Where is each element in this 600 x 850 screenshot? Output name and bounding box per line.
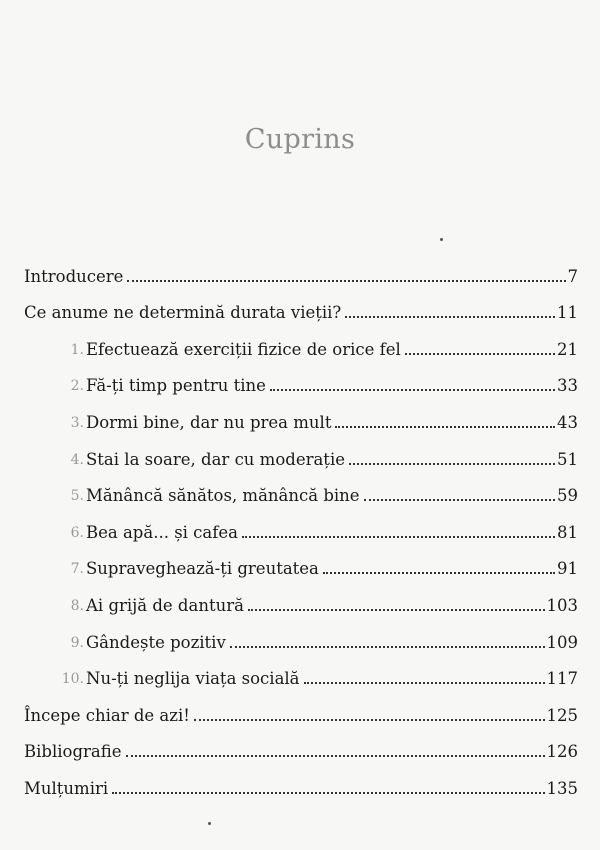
table-of-contents — [24, 250, 578, 799]
toc-entry — [24, 470, 578, 507]
toc-entry-number: 9. — [70, 634, 84, 651]
toc-entry — [24, 250, 578, 287]
toc-entry-label: Bibliografie — [24, 742, 122, 762]
toc-entry-label: Introducere — [24, 266, 124, 286]
toc-leader-dots — [126, 755, 545, 757]
toc-leader-dots — [323, 572, 555, 574]
toc-entry — [24, 287, 578, 324]
toc-leader-dots — [194, 719, 545, 721]
toc-entry — [24, 360, 578, 397]
toc-entry — [24, 689, 578, 726]
toc-leader-dots — [349, 463, 555, 465]
toc-entry-number: 8. — [70, 597, 84, 614]
toc-entry-label: Bea apă... și cafea — [86, 522, 238, 542]
toc-entry — [24, 579, 578, 616]
toc-entry-number: 1. — [70, 341, 84, 358]
paper-speck — [208, 822, 211, 825]
toc-leader-dots — [345, 316, 555, 318]
toc-entry-number: 10. — [61, 671, 84, 688]
toc-entry-label: Ce anume ne determină durata vieții? — [24, 303, 342, 323]
toc-page-number: 43 — [557, 412, 578, 432]
toc-page-number: 125 — [546, 705, 578, 725]
toc-entry-label: Nu-ți neglija viața socială — [86, 669, 300, 689]
toc-entry — [24, 726, 578, 763]
paper-speck — [440, 238, 443, 241]
toc-page-number: 103 — [546, 595, 578, 615]
toc-entry-label: Ai grijă de dantură — [86, 595, 244, 615]
toc-page-number: 51 — [557, 449, 578, 469]
toc-entry-number: 7. — [70, 561, 84, 578]
toc-page-number: 91 — [557, 559, 578, 579]
toc-entry-label: Supraveghează-ți greutatea — [86, 559, 319, 579]
toc-entry-number: 4. — [70, 451, 84, 468]
toc-entry — [24, 543, 578, 580]
toc-leader-dots — [230, 646, 545, 648]
toc-page-number: 11 — [557, 303, 578, 323]
toc-leader-dots — [248, 609, 545, 611]
toc-page-number: 109 — [546, 632, 578, 652]
toc-entry-label: Gândește pozitiv — [86, 632, 226, 652]
toc-page-number: 81 — [557, 522, 578, 542]
toc-page-number: 21 — [557, 339, 578, 359]
toc-entry-number: 6. — [70, 524, 84, 541]
toc-leader-dots — [304, 682, 545, 684]
toc-entry — [24, 323, 578, 360]
toc-entry — [24, 506, 578, 543]
toc-page-number: 117 — [546, 669, 578, 689]
toc-entry — [24, 433, 578, 470]
toc-entry — [24, 762, 578, 799]
page-title: Cuprins — [244, 124, 356, 155]
toc-leader-dots — [364, 499, 555, 501]
toc-entry-number: 2. — [70, 378, 84, 395]
toc-entry — [24, 653, 578, 690]
toc-entry-label: Mănâncă sănătos, mănâncă bine — [86, 486, 360, 506]
toc-leader-dots — [112, 792, 544, 794]
toc-leader-dots — [270, 389, 555, 391]
toc-page-number: 126 — [546, 742, 578, 762]
toc-page-number: 59 — [557, 486, 578, 506]
toc-leader-dots — [405, 353, 555, 355]
toc-entry — [24, 396, 578, 433]
toc-entry-label: Efectuează exerciții fizice de orice fel — [86, 339, 401, 359]
toc-entry-label: Mulțumiri — [24, 778, 109, 798]
toc-entry-number: 3. — [70, 414, 84, 431]
toc-page-number: 33 — [557, 376, 578, 396]
toc-entry-label: Începe chiar de azi! — [24, 705, 190, 725]
toc-entry-label: Dormi bine, dar nu prea mult — [86, 412, 332, 432]
toc-entry — [24, 616, 578, 653]
toc-entry-label: Fă-ți timp pentru tine — [86, 376, 266, 396]
toc-leader-dots — [242, 536, 555, 538]
toc-leader-dots — [335, 426, 555, 428]
toc-page-number: 135 — [546, 778, 578, 798]
toc-page-number: 7 — [567, 266, 578, 286]
toc-leader-dots — [127, 280, 565, 282]
toc-entry-number: 5. — [70, 488, 84, 505]
toc-entry-label: Stai la soare, dar cu moderație — [86, 449, 345, 469]
